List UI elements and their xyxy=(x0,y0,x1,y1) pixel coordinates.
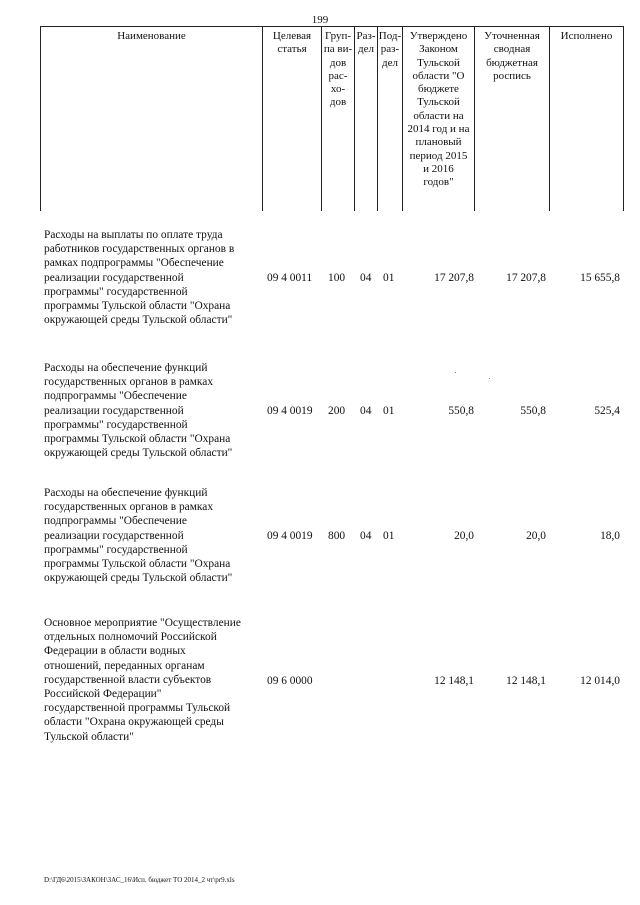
row-subsection: 01 xyxy=(383,272,395,284)
column-header-executed: Исполнено xyxy=(560,30,613,42)
row-approved: 17 207,8 xyxy=(434,272,474,284)
row-section: 04 xyxy=(360,272,372,284)
row-group: 100 xyxy=(328,272,346,284)
row-executed: 15 655,8 xyxy=(580,272,620,284)
row-executed: 18,0 xyxy=(600,530,620,542)
page-number: 199 xyxy=(311,14,329,26)
header-top-border xyxy=(40,26,624,27)
row-executed: 12 014,0 xyxy=(580,675,620,687)
row-code: 09 4 0019 xyxy=(267,405,313,417)
row-group: 200 xyxy=(328,405,346,417)
scan-speck xyxy=(455,372,456,373)
scan-speck xyxy=(489,378,490,379)
row-code: 09 4 0019 xyxy=(267,530,313,542)
row-approved: 12 148,1 xyxy=(434,675,474,687)
column-header-subsection: Под- раз- дел xyxy=(378,30,402,69)
row-code: 09 6 0000 xyxy=(267,675,313,687)
row-section: 04 xyxy=(360,530,372,542)
column-header-group: Груп- па ви- дов рас- хо- дов xyxy=(323,30,353,109)
row-code: 09 4 0011 xyxy=(267,272,313,284)
row-name: Расходы на выплаты по оплате труда работников государственных органов в рамках подпрограммы "Обеспечение реализации государственной программы" государственной программы Тульской области "Охрана окружающей среды Тульской области" xyxy=(44,229,235,327)
header-border-left xyxy=(40,26,41,211)
row-group: 800 xyxy=(328,530,346,542)
column-header-code: Целевая статья xyxy=(272,30,312,56)
file-path: D:\ГД6\2015\ЗАКОН\ЗАС_16\Исп. бюджет ТО 2014_2 чт\pr9.xls xyxy=(44,876,235,884)
row-refined: 20,0 xyxy=(526,530,546,542)
row-executed: 525,4 xyxy=(594,405,620,417)
row-refined: 550,8 xyxy=(520,405,546,417)
header-divider-7 xyxy=(549,26,550,211)
row-refined: 12 148,1 xyxy=(506,675,546,687)
row-refined: 17 207,8 xyxy=(506,272,546,284)
column-header-approved: Утверждено Законом Тульской области "О бюджете Тульской области на 2014 год и на плановый период 2015 и 2016 годов" xyxy=(407,30,470,189)
row-approved: 20,0 xyxy=(454,530,474,542)
column-header-section: Раз- дел xyxy=(356,30,376,56)
row-section: 04 xyxy=(360,405,372,417)
row-approved: 550,8 xyxy=(448,405,474,417)
column-header-refined: Уточненная сводная бюджетная роспись xyxy=(484,30,540,82)
column-header-name: Наименование xyxy=(117,30,186,42)
row-subsection: 01 xyxy=(383,530,395,542)
row-name: Основное мероприятие "Осуществление отдельных полномочий Российской Федерации в области водных отношений, переданных органам государственной власти субъектов Российской Федерации" государственной программы Тульской области "Охрана окружающей среды Тульской области" xyxy=(44,617,241,743)
row-name: Расходы на обеспечение функций государственных органов в рамках подпрограммы "Обеспечение реализации государственной программы" государственной программы Тульской области "Охрана окружающей среды Тульской области" xyxy=(44,487,233,585)
header-border-right xyxy=(623,26,624,211)
row-name: Расходы на обеспечение функций государственных органов в рамках подпрограммы "Обеспечение реализации государственной программы" государственной программы Тульской области "Охрана окружающей среды Тульской области" xyxy=(44,362,233,460)
row-subsection: 01 xyxy=(383,405,395,417)
